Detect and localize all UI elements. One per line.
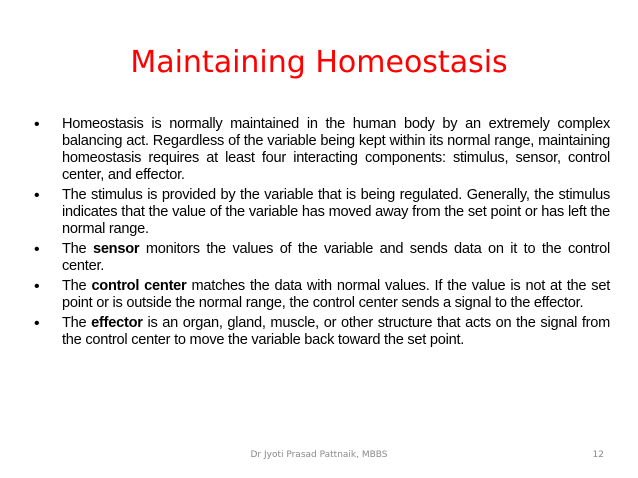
bullet-icon: •: [34, 315, 40, 332]
bullet-text: Homeostasis is normally maintained in the human body by an extremely complex balancing act. Regardless of the variable being kept within its normal range, maintaining homeostasis requires at least four interacting components: stimulus, sensor, control center, and effector.: [62, 116, 610, 183]
bullet-item: [34, 187, 610, 238]
bullet-list: [34, 116, 610, 352]
bullet-text-pre: The: [62, 278, 92, 294]
bullet-keyword-control-center: control center: [91, 278, 187, 294]
bullet-text-post: matches the data with normal values. If the value is not at the set point or is outside the normal range, the control center sends a signal to the effector.: [62, 278, 611, 311]
bullet-text-post: monitors the values of the variable and sends data on it to the control center.: [62, 241, 611, 274]
slide-title: Maintaining Homeostasis: [130, 45, 508, 80]
bullet-icon: •: [34, 187, 40, 204]
bullet-item: [34, 116, 610, 184]
bullet-icon: •: [34, 278, 40, 295]
bullet-icon: •: [34, 241, 40, 258]
page-number: 12: [592, 450, 604, 460]
bullet-item: [34, 315, 610, 349]
bullet-keyword-sensor: sensor: [92, 241, 140, 257]
bullet-text-pre: The: [62, 241, 93, 257]
bullet-keyword-effector: effector: [91, 315, 143, 331]
footer-author: Dr Jyoti Prasad Pattnaik, MBBS: [250, 450, 388, 460]
bullet-text-post: is an organ, gland, muscle, or other structure that acts on the signal from the control center to move the variable back toward the set point.: [62, 315, 611, 348]
bullet-text: The stimulus is provided by the variable that is being regulated. Generally, the stimulus indicates that the value of the variable has moved away from the set point or has left the normal range.: [62, 187, 610, 237]
bullet-text-pre: The: [62, 315, 92, 331]
bullet-item: [34, 241, 610, 275]
bullet-icon: •: [34, 116, 40, 133]
bullet-item: [34, 278, 610, 312]
